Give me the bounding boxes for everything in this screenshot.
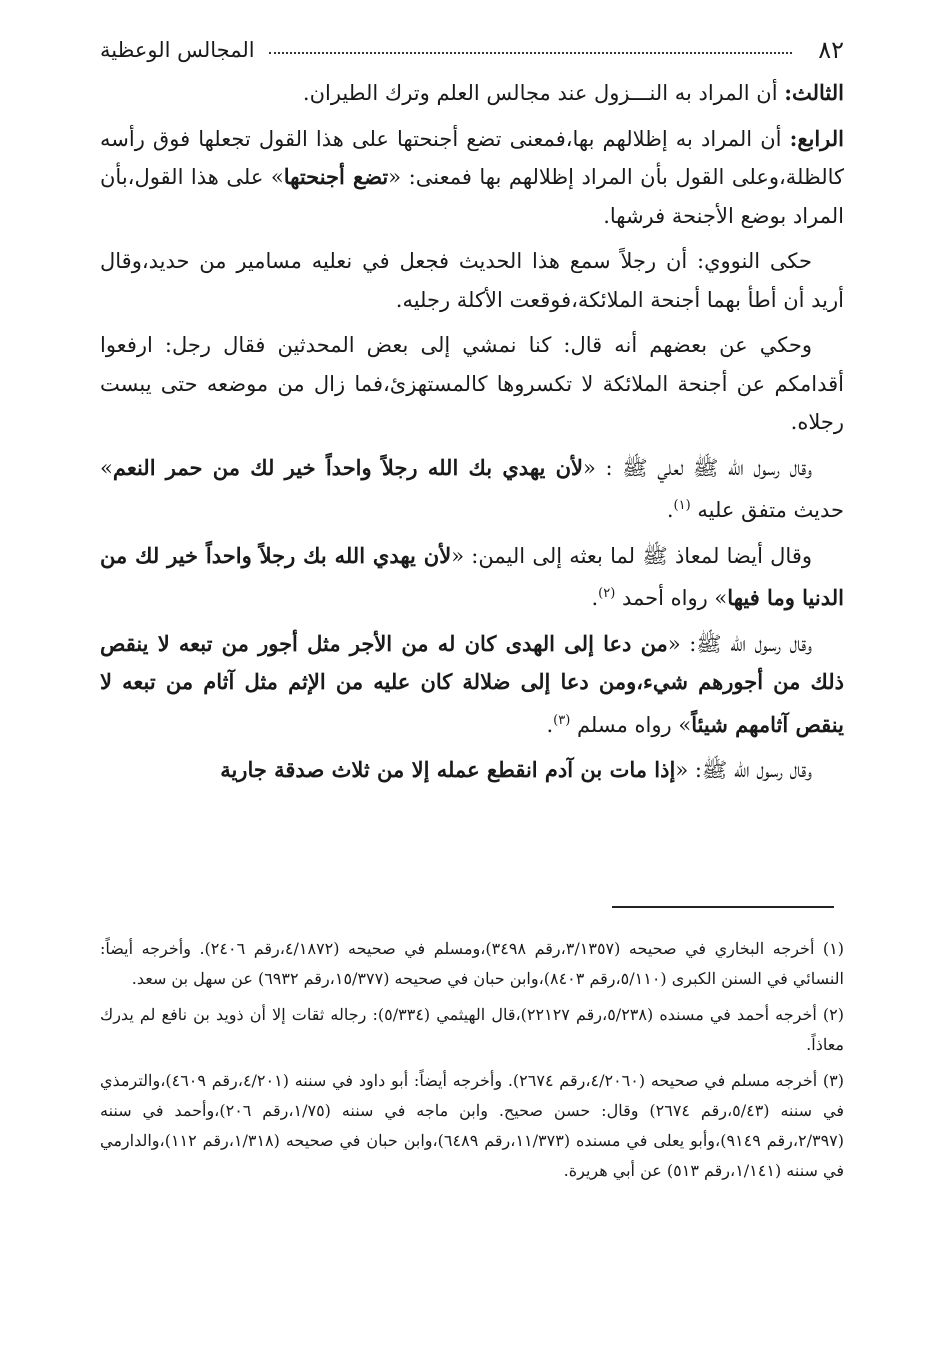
page-header bbox=[100, 30, 844, 70]
running-title: المجالس الوعظية bbox=[100, 38, 255, 62]
hadith-3-quote: من دعا إلى الهدى كان له من الأجر مثل أجور من تبعه لا ينقص ذلك من أجورهم شيء،ومن دعا إلى ضلالة كان عليه من الإثم مثل آثام من تبعه لا ينقص آثامهم شيئاً bbox=[100, 630, 844, 737]
hadith-2-intro: وقال أيضا لمعاذ ﷺ لما بعثه إلى اليمن: « bbox=[451, 543, 812, 568]
text-nawawi: حكى النووي: أن رجلاً سمع هذا الحديث فجعل في نعليه مسامير من حديد،وقال أريد أن أطأ بهما أجنحة الملائكة،فوقعت الأكلة رجليه. bbox=[100, 249, 844, 312]
text-fourth-b: » على هذا القول،بأن المراد بوضع الأجنحة فرشها. bbox=[100, 165, 844, 228]
quote-fourth: تضع أجنحتها bbox=[283, 164, 389, 189]
paragraph-hadith-3: وقال رسول الله ﷺ: «من دعا إلى الهدى كان له من الأجر مثل أجور من تبعه لا ينقص ذلك من أجورهم شيء،ومن دعا إلى ضلالة كان عليه من الإثم مثل آثام من تبعه لا ينقص آثامهم شيئاً» رواه مسلم $^{(٣)}$. bbox=[100, 630, 844, 737]
footnote-separator bbox=[612, 906, 834, 908]
text-third: أن المراد به النـــزول عند مجالس العلم وترك الطيران. bbox=[302, 81, 785, 105]
hadith-1-quote: لأن يهدي بك الله رجلاً واحداً خير لك من حمر النعم bbox=[112, 454, 584, 480]
header-dotted-leader bbox=[269, 52, 793, 54]
paragraph-fourth bbox=[100, 120, 844, 236]
paragraph-hadith-4 bbox=[100, 751, 844, 790]
paragraph-story bbox=[100, 326, 844, 442]
page-number: ٨٢ bbox=[818, 36, 844, 64]
footnote-2: (٢) أخرجه أحمد في مسنده (٥/٢٣٨،رقم ٢٢١٢٧)،قال الهيثمي (٥/٣٣٤): رجاله ثقات إلا أن ذويد بن نافع لم يدرك معاذاً. bbox=[100, 1005, 845, 1054]
text-fourth-a: أن المراد به إظلالهم بها،فمعنى تضع أجنحتها على هذا القول تجعلها فوق رأسه كالظلة،وعلى القول بأن المراد إظلالهم بها فمعنى: « bbox=[100, 126, 844, 189]
paragraph-hadith-1: وقال رسول الله ﷺ لعلي ﷺ : «لأن يهدي بك الله رجلاً واحداً خير لك من حمر النعم» حديث متفق عليه $^{(١)}$. bbox=[100, 454, 844, 522]
hadith-4-intro: وقال رسول الله ﷺ: « bbox=[675, 758, 812, 782]
footnote-ref-3: (٣) bbox=[553, 712, 571, 728]
footnote-1: (١) أخرجه البخاري في صحيحه (٣/١٣٥٧،رقم ٣٤٩٨)،ومسلم في صحيحه (٤/١٨٧٢،رقم ٢٤٠٦). وأخرجه أيضاً: النسائي في السنن الكبرى (٥/١١٠،رقم ٨٤٠٣)،وابن حبان في صحيحه (١٥/٣٧٧،رقم ٦٩٣٢) عن سهل بن سعد. bbox=[100, 939, 845, 988]
paragraph-third bbox=[100, 74, 844, 113]
footnote-ref-2: (٢) bbox=[598, 586, 616, 601]
hadith-2-source: » رواه أحمد bbox=[621, 586, 728, 610]
paragraph-hadith-2: وقال أيضا لمعاذ ﷺ لما بعثه إلى اليمن: «لأن يهدي الله بك رجلاً واحداً خير لك من الدنيا وما فيها» رواه أحمد $^{(٢)}$. bbox=[100, 542, 844, 610]
hadith-1-source: » حديث متفق عليه bbox=[100, 455, 844, 522]
hadith-1-intro: وقال رسول الله ﷺ لعلي ﷺ : « bbox=[583, 455, 812, 480]
footnotes bbox=[100, 934, 844, 1192]
footnote-ref-1: (١) bbox=[673, 498, 691, 513]
label-third: الثالث: bbox=[784, 80, 844, 105]
paragraph-nawawi bbox=[100, 242, 844, 319]
text-story: وحكي عن بعضهم أنه قال: كنا نمشي إلى بعض المحدثين فقال رجل: ارفعوا أقدامكم عن أجنحة الملائكة لا تكسروها كالمستهزئ،فما زال من موضعه حتى يبست رجلاه. bbox=[100, 333, 844, 434]
hadith-4-quote: إذا مات بن آدم انقطع عمله إلا من ثلاث صدقة جارية bbox=[220, 757, 676, 782]
main-text bbox=[100, 74, 844, 797]
hadith-3-intro: وقال رسول الله ﷺ: « bbox=[667, 631, 812, 656]
hadith-3-source: » رواه مسلم bbox=[576, 712, 692, 737]
footnote-3: (٣) أخرجه مسلم في صحيحه (٤/٢٠٦٠،رقم ٢٦٧٤). وأخرجه أيضاً: أبو داود في سننه (٤/٢٠١،رقم ٤٦٠٩)،والترمذي في سننه (٥/٤٣،رقم ٢٦٧٤) وقال: حسن صحيح. وابن ماجه في سننه (١/٧٥،رقم ٢٠٦)،وأحمد في سننه (٢/٣٩٧،رقم ٩١٤٩)،وأبو يعلى في مسنده (١١/٣٧٣،رقم ٦٤٨٩)،وابن حبان في صحيحه (١/٣١٨،رقم ١١٢)،والدارمي في سننه (١/١٤١،رقم ٥١٣) عن أبي هريرة. bbox=[100, 1071, 845, 1180]
label-fourth: الرابع: bbox=[789, 125, 844, 151]
hadith-2-quote: لأن يهدي الله بك رجلاً واحداً خير لك من الدنيا وما فيها bbox=[100, 542, 844, 610]
